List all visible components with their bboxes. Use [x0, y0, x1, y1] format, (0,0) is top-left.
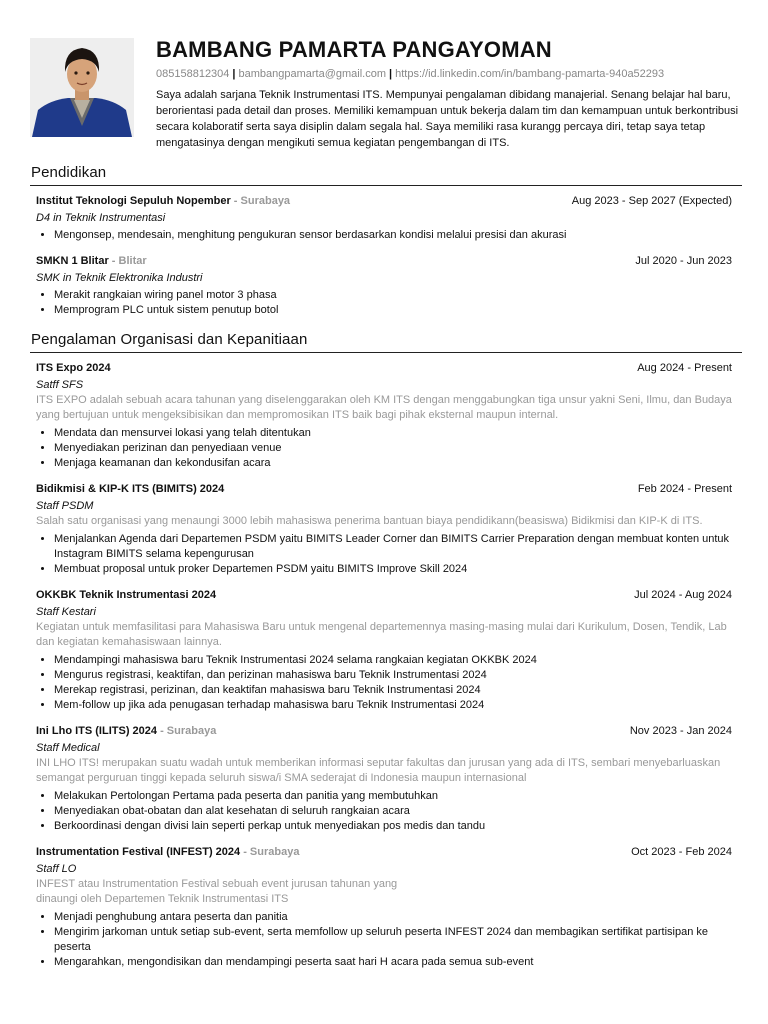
linkedin-link[interactable]: https://id.linkedin.com/in/bambang-pamarta-940a52293 [395, 68, 665, 80]
entry-description-line: INFEST atau Instrumentation Festival sebuah event jurusan tahunan yang [36, 878, 398, 890]
experience-entry [36, 724, 732, 834]
phone-number: 085158812304 [156, 68, 230, 80]
entry-header [36, 845, 732, 859]
bullet-list [36, 910, 732, 970]
entry-title-group [36, 254, 147, 268]
bullet-item: • Merekap registrasi, perizinan, dan keaktifan mahasiswa baru Teknik Instrumentasi 2024 [54, 683, 732, 698]
bullet-list [36, 426, 732, 471]
email-link[interactable]: bambangpamarta@gmail.com [238, 68, 387, 80]
bullet-item: • Mem-follow up jika ada penugasan terhadap mahasiswa baru Teknik Instrumentasi 2024 [54, 698, 732, 713]
entry-title: Instrumentation Festival (INFEST) 2024 [36, 846, 241, 858]
entry-date: Aug 2023 - Sep 2027 (Expected) [571, 195, 732, 207]
entry-description: Kegiatan untuk memfasilitasi para Mahasiswa Baru untuk mengenal departemennya masing-masing mulai dari Kurikulum, Dosen, Tendik, Lab dan kegiatan kemahasiswaan lainnya. [36, 621, 727, 648]
bullet-item: • Menjaga keamanan dan kekondusifan acara [54, 456, 732, 471]
entry-role: Satff SFS [36, 379, 84, 391]
entry-header [36, 482, 732, 496]
experience-entry [36, 482, 732, 577]
separator: | [232, 68, 236, 80]
contact-line [156, 67, 746, 81]
entry-date: Feb 2024 - Present [637, 483, 732, 495]
entry-role: SMK in Teknik Elektronika Industri [36, 272, 203, 284]
bullet-item: • Membuat proposal untuk proker Departemen PSDM yaitu BIMITS Improve Skill 2024 [54, 562, 732, 577]
separator: | [389, 68, 393, 80]
entry-title: Institut Teknologi Sepuluh Nopember [36, 195, 231, 207]
profile-photo [30, 38, 134, 137]
bullet-list [36, 288, 732, 318]
bullet-item: • Menyediakan perizinan dan penyediaan venue [54, 441, 732, 456]
bullet-item: • Menjalankan Agenda dari Departemen PSDM yaitu BIMITS Leader Corner dan BIMITS Carrier Preparation dengan membuat konten untuk Instagram BIMITS selama kepengurusan [54, 532, 732, 562]
entry-date: Jul 2020 - Jun 2023 [635, 255, 732, 267]
entry-description: ITS EXPO adalah sebuah acara tahunan yang diseIenggarakan oleh KM ITS dengan menggabungkan tiga unsur yakni Seni, Ilmu, dan Budaya yang bertujuan untuk mengeksibisikan dan mempromosikan ITS baik bagi pihak eksternal maupun internal. [36, 394, 732, 421]
entry-title-group [36, 194, 290, 208]
education-entry [36, 254, 732, 318]
entry-description [36, 877, 732, 907]
bullet-item: • Menyediakan obat-obatan dan alat kesehatan di seluruh rangkaian acara [54, 804, 732, 819]
entry-title: Bidikmisi & KIP-K ITS (BIMITS) 2024 [36, 483, 225, 495]
bullet-list [36, 789, 732, 834]
bullet-item: • Mengonsep, mendesain, menghitung pengukuran sensor berdasarkan kondisi melalui presisi dan akurasi [54, 228, 732, 243]
entry-date: Jul 2024 - Aug 2024 [634, 589, 732, 601]
bullet-list [36, 653, 732, 713]
bullet-item: • Mengurus registrasi, keaktifan, dan perizinan mahasiswa baru Teknik Instrumentasi 2024 [54, 668, 732, 683]
bullet-item: • Mendata dan mensurvei lokasi yang telah ditentukan [54, 426, 732, 441]
section-divider [30, 185, 742, 186]
entry-title: OKKBK Teknik Instrumentasi 2024 [36, 589, 217, 601]
profile-summary: Saya adalah sarjana Teknik Instrumentasi ITS. Mempunyai pengalaman dibidang manajerial. Senang belajar hal baru, berorientasi pada detail dan proses. Memiliki kemampuan untuk bekerja dalam tim dan kemampuan untuk berkontribusi secara kolaboratif serta saya disiplin dalam segala hal. Saya memiliki rasa kurangg percaya diri, tetap saya tetap mengatasinya dengan mengikuti semua kegiatan pengembangan di ITS. [156, 89, 739, 149]
entry-description: Salah satu organisasi yang menaungi 3000 lebih mahasiswa penerima bantuan biaya pendidikann(beasiswa) Bidikmisi dan KIP-K di ITS. [36, 515, 703, 527]
candidate-name: BAMBANG PAMARTA PANGAYOMAN [156, 37, 552, 62]
section-title-experience: Pengalaman Organisasi dan Kepanitiaan [31, 331, 308, 348]
entry-title-group [36, 845, 299, 859]
entry-header [36, 724, 732, 738]
entry-date: Aug 2024 - Present [637, 362, 732, 374]
entry-role: Staff LO [36, 863, 77, 875]
bullet-item: • Mendampingi mahasiswa baru Teknik Instrumentasi 2024 selama rangkaian kegiatan OKKBK 2024 [54, 653, 732, 668]
entry-date: Nov 2023 - Jan 2024 [629, 725, 732, 737]
entry-role: D4 in Teknik Instrumentasi [36, 212, 166, 224]
person-avatar-icon [30, 38, 134, 137]
bullet-item: • Mengirim jarkoman untuk setiap sub-event, serta memfollow up seluruh peserta INFEST 2024 dan membagikan sertifikat partisipan ke peserta [54, 925, 732, 955]
experience-entry [36, 588, 732, 713]
experience-entry [36, 361, 732, 471]
entry-header [36, 194, 732, 208]
bullet-item: • Melakukan Pertolongan Pertama pada peserta dan panitia yang membutuhkan [54, 789, 732, 804]
entry-header [36, 361, 732, 375]
entry-role: Staff PSDM [36, 500, 94, 512]
education-entry [36, 194, 732, 243]
entry-title: Ini Lho ITS (ILITS) 2024 [36, 725, 158, 737]
entry-date: Oct 2023 - Feb 2024 [631, 846, 732, 858]
bullet-item: • Memprogram PLC untuk sistem penutup botol [54, 303, 732, 318]
bullet-item: • Berkoordinasi dengan divisi lain seperti perkap untuk menyediakan pos medis dan tandu [54, 819, 732, 834]
entry-title: ITS Expo 2024 [36, 362, 111, 374]
bullet-item: • Mengarahkan, mengondisikan dan mendampingi peserta saat hari H acara pada semua sub-event [54, 955, 732, 970]
experience-entry [36, 845, 732, 970]
bullet-list [36, 228, 732, 243]
entry-location: - Blitar [108, 255, 147, 267]
entry-role: Staff Medical [36, 742, 100, 754]
entry-description-line: dinaungi oleh Departemen Teknik Instrumentasi ITS [36, 893, 289, 905]
entry-role: Staff Kestari [36, 606, 96, 618]
section-divider [30, 352, 742, 353]
entry-location: - Surabaya [230, 195, 291, 207]
entry-title: SMKN 1 Blitar [36, 255, 109, 267]
entry-header [36, 588, 732, 602]
section-title-education: Pendidikan [31, 164, 107, 181]
entry-location: - Surabaya [240, 846, 300, 858]
entry-title-group [36, 724, 216, 738]
bullet-list [36, 532, 732, 577]
resume-header [156, 36, 746, 151]
entry-location: - Surabaya [157, 725, 217, 737]
bullet-item: • Menjadi penghubung antara peserta dan panitia [54, 910, 732, 925]
entry-header [36, 254, 732, 268]
bullet-item: • Merakit rangkaian wiring panel motor 3 phasa [54, 288, 732, 303]
entry-description: INI LHO ITS! merupakan suatu wadah untuk memberikan informasi seputar fakultas dan jurusan yang ada di ITS, sembari menyebarluaskan semangat perguruan tinggi kepada seluruh siswa/i SMA sederajat di Indonesia maupun internasional [36, 757, 721, 784]
